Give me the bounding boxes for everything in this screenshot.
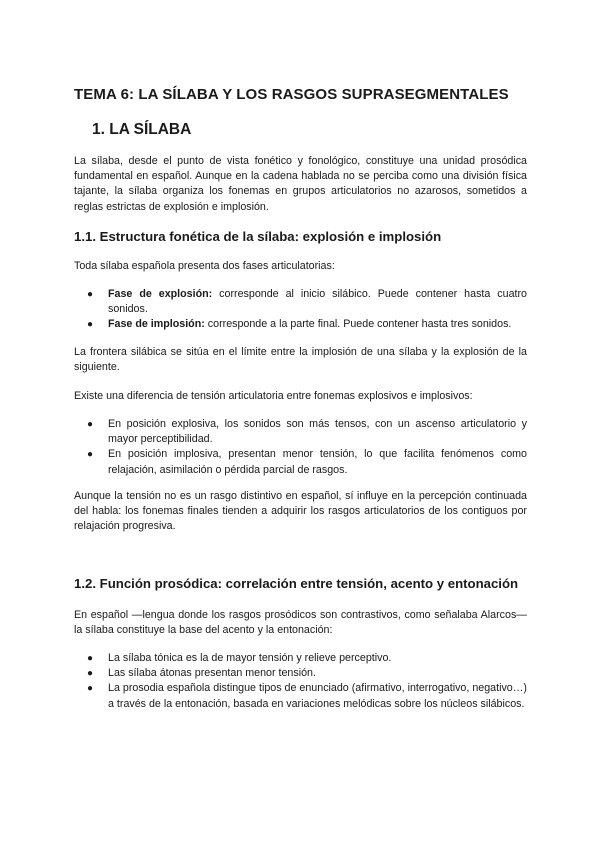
- phase-term: Fase de implosión:: [108, 318, 205, 331]
- phases-list: [74, 287, 527, 333]
- phase-term: Fase de explosión:: [108, 288, 213, 300]
- subsection-heading-estructura: 1.1. Estructura fonética de la sílaba: explosión e implosión: [74, 229, 442, 244]
- bullet-icon: ●: [87, 419, 94, 430]
- phase-text: corresponde al inicio silábico. Puede contener hasta cuatro sonidos.: [108, 288, 528, 316]
- tension-intro-paragraph: Existe una diferencia de tensión articulatoria entre fonemas explosivos e implosivos:: [74, 390, 473, 402]
- list-item: [74, 317, 527, 332]
- intro-paragraph: La sílaba, desde el punto de vista fonético y fonológico, constituye una unidad prosódica fundamental en español. Aunque en la cadena hablada no se perciba como una división física tajante, la sílaba organiza los fonemas en grupos articulatorios no azarosos, sometidos a reglas estrictas de explosión e implosión.: [74, 155, 527, 213]
- bullet-icon: ●: [87, 449, 94, 461]
- list-item-text: La prosodia española distingue tipos de enunciado (afirmativo, interrogativo, negativo…) a través de la entonación, basada en variaciones melódicas sobre los núcleos silábicos.: [108, 682, 527, 710]
- list-item: [74, 666, 527, 681]
- bullet-icon: ●: [87, 653, 94, 664]
- list-item-text: En posición implosiva, presentan menor tensión, lo que facilita fenómenos como relajación, asimilación o pérdida parcial de rasgos.: [108, 448, 527, 476]
- prosody-intro-paragraph: En español —lengua donde los rasgos prosódicos son contrastivos, como señalaba Alarcos— la sílaba constituye la base del acento y la entonación:: [74, 609, 527, 637]
- prosody-list: [74, 651, 527, 712]
- section-heading-la-silaba: 1. LA SÍLABA: [92, 121, 192, 138]
- boundary-paragraph: La frontera silábica se sitúa en el límite entre la implosión de una sílaba y la explosión de la siguiente.: [74, 346, 527, 374]
- list-item-text: En posición explosiva, los sonidos son más tensos, con un ascenso articulatorio y mayor perceptibilidad.: [108, 418, 527, 446]
- subsection-heading-funcion-prosodica: 1.2. Función prosódica: correlación entre tensión, acento y entonación: [74, 576, 519, 591]
- list-item-text: La sílaba tónica es la de mayor tensión y relieve perceptivo.: [108, 652, 392, 664]
- list-item-text: Las sílaba átonas presentan menor tensión.: [108, 667, 316, 680]
- tension-conclusion-paragraph: Aunque la tensión no es un rasgo distintivo en español, sí influye en la percepción continuada del habla: los fonemas finales tienden a adquirir los rasgos articulatorios de los contiguos por relajación progresiva.: [74, 490, 527, 533]
- list-item: [74, 651, 527, 666]
- list-item: [74, 417, 527, 447]
- phase-text: corresponde a la parte final. Puede contener hasta tres sonidos.: [204, 318, 512, 331]
- list-item: [74, 287, 527, 317]
- tension-list: [74, 417, 527, 478]
- list-item: [74, 681, 527, 711]
- bullet-icon: ●: [87, 319, 94, 331]
- document-title: TEMA 6: LA SÍLABA Y LOS RASGOS SUPRASEGMENTALES: [74, 86, 509, 103]
- bullet-icon: ●: [87, 668, 94, 680]
- list-item: [74, 447, 527, 477]
- bullet-icon: ●: [87, 289, 94, 300]
- bullet-icon: ●: [87, 683, 94, 695]
- phases-intro-paragraph: Toda sílaba española presenta dos fases articulatorias:: [74, 260, 335, 272]
